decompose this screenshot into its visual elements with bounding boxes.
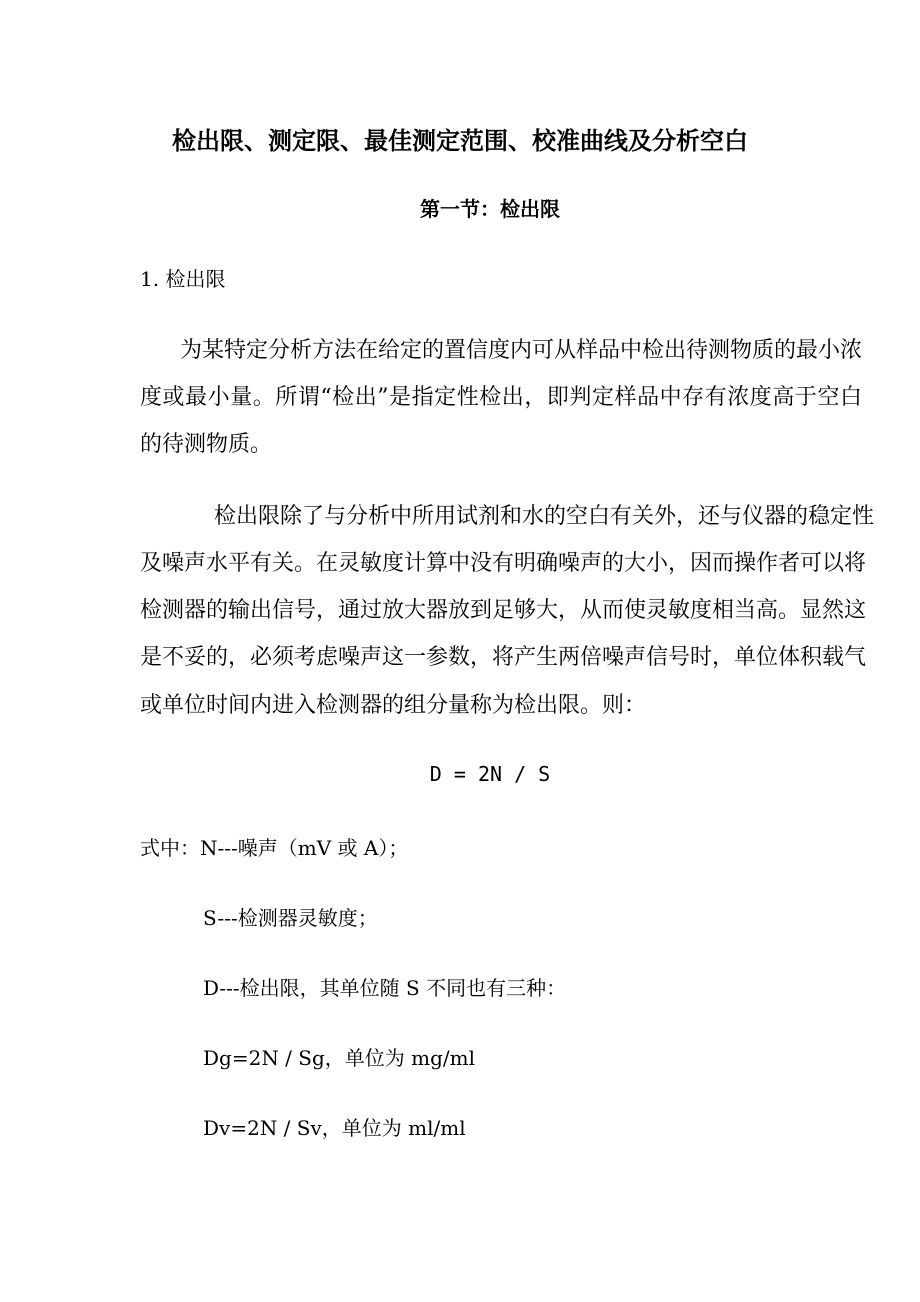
definition-n: 式中：N---噪声（mV 或 A）； bbox=[140, 836, 409, 860]
paragraph1-line: 为某特定分析方法在给定的置信度内可从样品中检出待测物质的最小浓 bbox=[180, 338, 863, 363]
definition-s: S---检测器灵敏度； bbox=[203, 906, 378, 930]
paragraph2-line: 是不妥的，必须考虑噪声这一参数，将产生两倍噪声信号时，单位体积载气 bbox=[140, 645, 867, 670]
formula: D = 2N / S bbox=[429, 762, 551, 786]
subheading: 1. 检出限 bbox=[140, 267, 226, 291]
paragraph2-line: 检测器的输出信号，通过放大器放到足够大，从而使灵敏度相当高。显然这 bbox=[140, 598, 867, 623]
paragraph2-line: 或单位时间内进入检测器的组分量称为检出限。则： bbox=[140, 693, 647, 718]
document-title: 检出限、测定限、最佳测定范围、校准曲线及分析空白 bbox=[172, 126, 748, 155]
paragraph2-line: 检出限除了与分析中所用试剂和水的空白有关外，还与仪器的稳定性 bbox=[214, 504, 875, 529]
paragraph1-line: 度或最小量。所谓“检出”是指定性检出，即判定样品中存有浓度高于空白 bbox=[140, 385, 862, 410]
definition-d: D---检出限，其单位随 S 不同也有三种： bbox=[203, 976, 567, 1000]
definition-dg: Dg=2N / Sg，单位为 mg/ml bbox=[203, 1046, 476, 1070]
paragraph2-line: 及噪声水平有关。在灵敏度计算中没有明确噪声的大小，因而操作者可以将 bbox=[140, 551, 867, 576]
definition-dv: Dv=2N / Sv，单位为 ml/ml bbox=[203, 1116, 466, 1140]
paragraph1-line: 的待测物质。 bbox=[140, 432, 273, 457]
section-title: 第一节：检出限 bbox=[420, 197, 560, 221]
